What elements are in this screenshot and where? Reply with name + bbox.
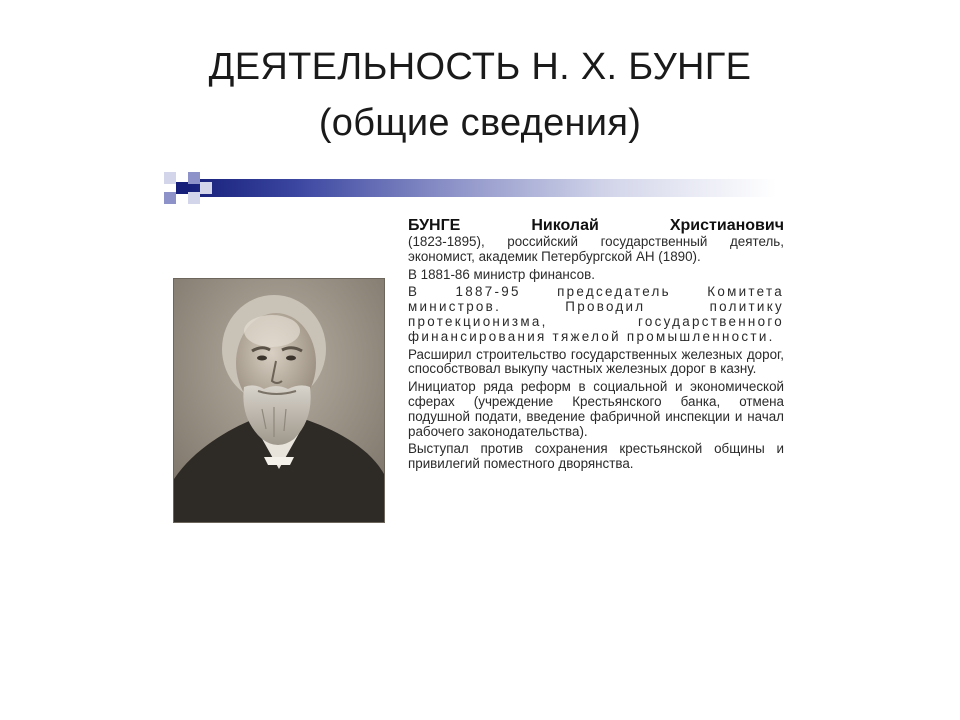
slide-title: ДЕЯТЕЛЬНОСТЬ Н. Х. БУНГЕ (208, 46, 752, 88)
slide-subtitle: (общие сведения) (318, 102, 642, 144)
gradient-bar (188, 179, 776, 197)
deco-square (188, 172, 200, 184)
deco-square (200, 182, 212, 194)
decorative-rule (164, 168, 776, 208)
paragraph-reforms: Инициатор ряда реформ в социальной и экономической сферах (учреждение Крестьянского банка, отмена подушной подати, введение фабричной инспекции и начал рабочего законодательства). (408, 379, 784, 439)
paragraph-opposition: Выступал против сохранения крестьянской общины и привилегий поместного дворянства. (408, 441, 784, 472)
paragraph-minister: В 1881-86 министр финансов. (408, 266, 595, 282)
bio-dates: (1823-1895), российский государственный деятель, экономист, академик Петербургской АН (1890). (408, 234, 784, 264)
paragraph-railways: Расширил строительство государственных железных дорог, способствовал выкупу частных железных дорог в казну. (408, 346, 784, 377)
portrait-photo (174, 279, 384, 522)
deco-square (176, 182, 188, 194)
person-name: БУНГЕ Николай Христианович (408, 217, 784, 234)
deco-square (164, 192, 176, 204)
bio-paragraph (408, 217, 784, 265)
portrait-icon (174, 279, 384, 522)
deco-square (188, 192, 200, 204)
biography-text (408, 217, 784, 475)
deco-square (164, 172, 176, 184)
paragraph-chairman: В 1887-95 председатель Комитета министров. Проводил политику протекционизма, государственного финансирования тяжелой промышленности. (408, 284, 784, 344)
